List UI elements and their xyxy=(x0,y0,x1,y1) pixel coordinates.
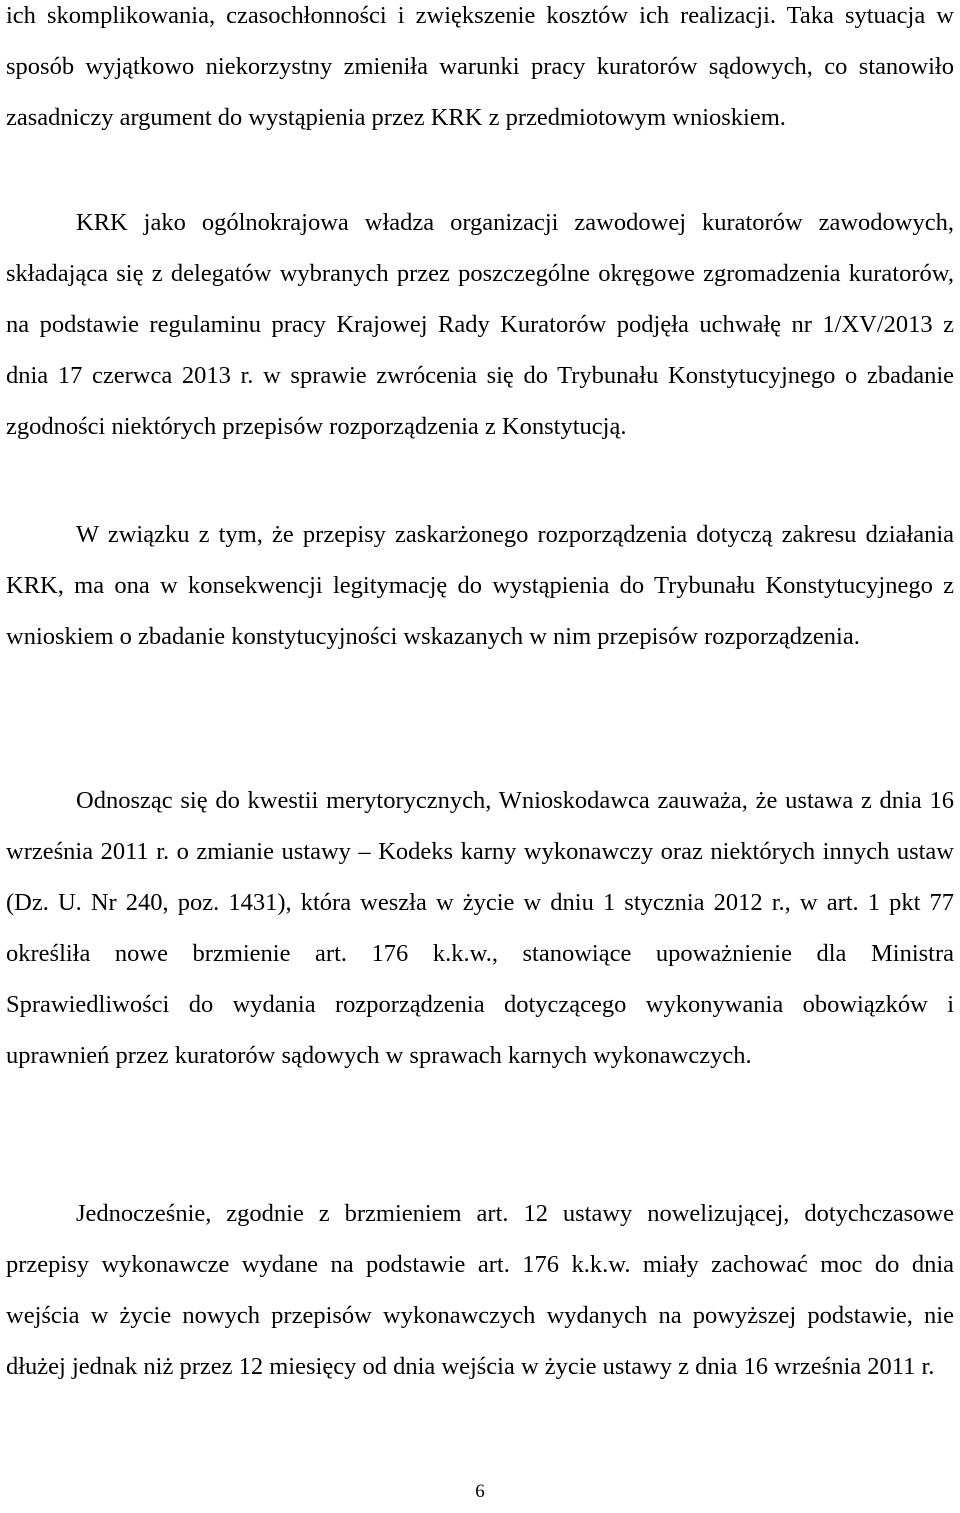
paragraph-merits: Odnosząc się do kwestii merytorycznych, Wnioskodawca zauważa, że ustawa z dnia 16 września 2011 r. o zmianie ustawy – Kodeks karny wykonawczy oraz niektórych innych ustaw (Dz. U. Nr 240, poz. 1431), która weszła w życie w dniu 1 stycznia 2012 r., w art. 1 pkt 77 określiła nowe brzmienie art. 176 k.k.w., stanowiące upoważnienie dla Ministra Sprawiedliwości do wydania rozporządzenia dotyczącego wykonywania obowiązków i uprawnień przez kuratorów sądowych w sprawach karnych wykonawczych. xyxy=(6,787,954,1069)
page-number: 6 xyxy=(475,1481,485,1502)
paragraph-continuation: ich skomplikowania, czasochłonności i zwiększenie kosztów ich realizacji. Taka sytuacja w sposób wyjątkowo niekorzystny zmieniła warunki pracy kuratorów sądowych, co stanowiło zasadniczy argument do wystąpienia przez KRK z przedmiotowym wnioskiem. xyxy=(6,2,954,131)
paragraph-legitimacy: W związku z tym, że przepisy zaskarżonego rozporządzenia dotyczą zakresu działania KRK, ma ona w konsekwencji legitymację do wystąpienia do Trybunału Konstytucyjnego z wnioskiem o zbadanie konstytucyjności wskazanych w nim przepisów rozporządzenia. xyxy=(6,521,954,650)
paragraph-krk-authority: KRK jako ogólnokrajowa władza organizacji zawodowej kuratorów zawodowych, składająca się z delegatów wybranych przez poszczególne okręgowe zgromadzenia kuratorów, na podstawie regulaminu pracy Krajowej Rady Kuratorów podjęła uchwałę nr 1/XV/2013 z dnia 17 czerwca 2013 r. w sprawie zwrócenia się do Trybunału Konstytucyjnego o zbadanie zgodności niektórych przepisów rozporządzenia z Konstytucją. xyxy=(6,209,954,440)
paragraph-transitional-provisions: Jednocześnie, zgodnie z brzmieniem art. 12 ustawy nowelizującej, dotychczasowe przepisy wykonawcze wydane na podstawie art. 176 k.k.w. miały zachować moc do dnia wejścia w życie nowych przepisów wykonawczych wydanych na powyższej podstawie, nie dłużej jednak niż przez 12 miesięcy od dnia wejścia w życie ustawy z dnia 16 września 2011 r. xyxy=(6,1200,954,1380)
